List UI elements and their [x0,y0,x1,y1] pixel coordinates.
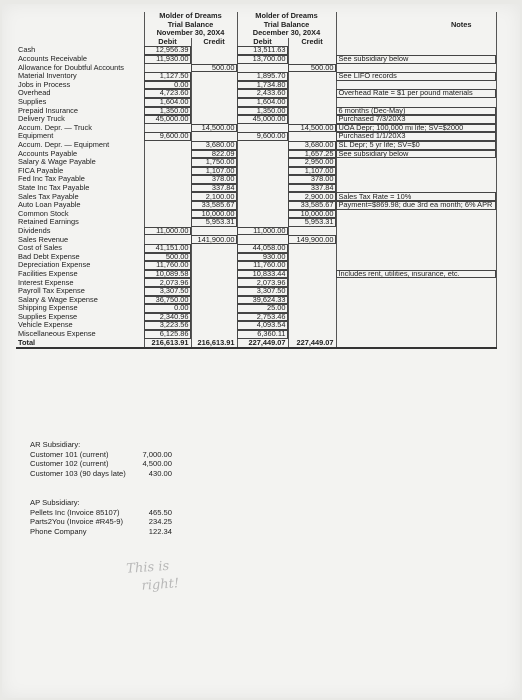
note-cell [336,167,496,176]
dec-credit-cell: 10,000.00 [288,210,336,219]
account-row [16,270,496,279]
account-row [16,304,496,313]
note-cell [336,304,496,313]
nov-credit-cell [191,296,237,305]
nov-debit-cell [144,184,191,193]
account-row [16,330,496,339]
nov-debit-cell: 11,000.00 [144,227,191,236]
dec-debit-cell [237,175,288,184]
dec-credit-cell [288,330,336,339]
ar-item [30,459,172,469]
nov-debit-cell: 36,750.00 [144,296,191,305]
dec-debit-cell: 45,000.00 [237,115,288,124]
dec-credit-cell [288,278,336,287]
nov-credit-cell [191,46,237,55]
nov-credit-cell [191,270,237,279]
account-row [16,124,496,133]
ar-item-value: 430.00 [148,468,172,478]
ar-item-label: Customer 101 (current) [30,449,109,459]
nov-credit-cell [191,287,237,296]
account-name: Dividends [18,226,51,235]
nov-credit-cell: 33,585.67 [191,201,237,210]
account-row [16,55,496,64]
nov-credit-cell [191,81,237,90]
ap-subsidiary-title: AP Subsidiary: [30,498,80,507]
note-cell: Payment=$869.98; due 3rd ea month; 6% APR [336,201,496,210]
note-cell: 6 months (Dec-May) [336,107,496,116]
dec-credit-cell [288,89,336,98]
account-row [16,167,496,176]
account-row [16,89,496,98]
ar-item-value: 7,000.00 [142,449,172,459]
note-cell: See subsidiary below [336,150,496,159]
nov-credit-cell: 3,680.00 [191,141,237,150]
dec-credit-cell [288,55,336,64]
dec-credit-cell [288,270,336,279]
dec-debit-cell [237,158,288,167]
account-row [16,261,496,270]
nov-debit-cell [144,124,191,133]
note-cell [336,287,496,296]
nov-credit-cell [191,244,237,253]
dec-credit-cell [288,244,336,253]
dec-debit-cell [237,124,288,133]
note-cell: See LIFO records [336,72,496,81]
nov-credit-total: 216,613.91 [191,339,237,349]
account-name: Cash [18,46,36,55]
blank-header [16,12,144,21]
dec-company: Molder of Dreams [237,12,336,21]
nov-debit-cell: 3,223.56 [144,321,191,330]
nov-debit-cell [144,192,191,201]
nov-debit-header: Debit [144,38,191,47]
account-row [16,158,496,167]
account-name: Material Inventory [18,72,77,81]
ar-subsidiary-title: AR Subsidiary: [30,440,81,449]
nov-debit-cell: 1,350.00 [144,107,191,116]
note-cell [336,296,496,305]
nov-date: November 30, 20X4 [144,29,237,38]
ap-item-label: Parts2You (Invoice #R45-9) [30,517,124,527]
dec-credit-cell [288,46,336,55]
account-row [16,141,496,150]
dec-credit-cell: 33,585.67 [288,201,336,210]
account-name: Vehicle Expense [18,321,73,330]
dec-credit-cell: 2,900.00 [288,192,336,201]
account-row [16,296,496,305]
nov-debit-cell: 500.00 [144,253,191,262]
ap-item-label: Pellets Inc (Invoice 85107) [30,507,120,517]
dec-debit-cell [237,184,288,193]
account-name: Salary & Wage Payable [18,158,96,167]
note-cell [336,158,496,167]
nov-credit-cell [191,321,237,330]
dec-debit-cell: 2,073.96 [237,278,288,287]
dec-debit-cell: 25.00 [237,304,288,313]
note-cell [336,46,496,55]
dec-credit-cell: 5,953.31 [288,218,336,227]
dec-credit-cell [288,107,336,116]
account-name: Common Stock [18,209,69,218]
dec-debit-cell [237,64,288,73]
note-cell [336,184,496,193]
dec-credit-cell [288,287,336,296]
dec-credit-cell [288,115,336,124]
nov-debit-cell: 11,930.00 [144,55,191,64]
dec-credit-total: 227,449.07 [288,339,336,349]
nov-company: Molder of Dreams [144,12,237,21]
nov-debit-cell [144,218,191,227]
note-cell: Sales Tax Rate = 10% [336,192,496,201]
account-row [16,175,496,184]
nov-credit-cell [191,72,237,81]
note-cell [336,253,496,262]
dec-debit-cell: 3,307.50 [237,287,288,296]
account-name: Supplies [18,97,47,107]
ap-item-value: 234.25 [148,517,172,527]
account-name: Shipping Expense [18,304,78,313]
dec-credit-cell: 337.84 [288,184,336,193]
nov-debit-cell [144,64,191,73]
dec-credit-header: Credit [288,38,336,47]
dec-credit-cell [288,81,336,90]
nov-debit-cell: 10,089.58 [144,270,191,279]
nov-debit-cell: 1,127.50 [144,72,191,81]
dec-debit-cell [237,235,288,244]
account-row [16,107,496,116]
note-cell [336,64,496,73]
nov-credit-cell: 500.00 [191,64,237,73]
total-label: Total [16,339,144,349]
dec-debit-cell: 9,600.00 [237,132,288,141]
nov-debit-cell: 1,604.00 [144,98,191,107]
nov-credit-cell: 337.84 [191,184,237,193]
nov-credit-cell [191,132,237,141]
dec-debit-cell: 13,700.00 [237,55,288,64]
account-row [16,72,496,81]
nov-debit-cell: 11,760.00 [144,261,191,270]
nov-debit-cell [144,210,191,219]
account-name: Prepaid Insurance [18,106,78,115]
nov-credit-cell [191,107,237,116]
ar-item [30,450,172,460]
dec-debit-cell [237,150,288,159]
dec-debit-cell [237,218,288,227]
nov-debit-cell: 41,151.00 [144,244,191,253]
note-cell: UOA Depr; 100,000 mi life; SV=$2000 [336,124,496,133]
dec-credit-cell: 378.00 [288,175,336,184]
nov-credit-cell: 378.00 [191,175,237,184]
dec-debit-cell: 6,360.11 [237,330,288,339]
account-row [16,253,496,262]
note-cell: Purchased 7/3/20X3 [336,115,496,124]
account-name: Equipment [18,132,54,141]
account-name: Auto Loan Payable [18,201,81,210]
dec-debit-cell: 1,604.00 [237,98,288,107]
nov-credit-cell [191,278,237,287]
dec-debit-cell: 11,000.00 [237,227,288,236]
ar-item-label: Customer 103 (90 days late) [30,468,126,478]
nov-credit-cell [191,253,237,262]
trial-balance-worksheet [16,12,497,349]
account-name: Retained Earnings [18,218,79,227]
nov-credit-cell [191,313,237,322]
nov-debit-cell: 0.00 [144,304,191,313]
account-row [16,201,496,210]
ap-item [30,517,172,527]
note-cell [336,313,496,322]
dec-credit-cell: 1,107.00 [288,167,336,176]
account-name: Overhead [18,89,51,98]
nov-debit-cell: 2,340.96 [144,313,191,322]
account-name: Salary & Wage Expense [18,295,98,304]
account-row [16,235,496,244]
dec-credit-cell: 2,950.00 [288,158,336,167]
account-name: Fed Inc Tax Payable [18,175,85,184]
ar-item-value: 4,500.00 [142,459,172,469]
ar-item [30,469,172,479]
dec-debit-cell [237,210,288,219]
note-cell: Overhead Rate = $1 per pound materials [336,89,496,98]
note-cell [336,81,496,90]
account-row [16,64,496,73]
account-row [16,184,496,193]
nov-debit-cell [144,235,191,244]
account-row [16,321,496,330]
account-name: State Inc Tax Payable [18,183,90,192]
note-cell [336,175,496,184]
ar-item-label: Customer 102 (current) [30,459,109,469]
nov-debit-cell [144,150,191,159]
dec-debit-cell: 39,624.33 [237,296,288,305]
note-cell [336,98,496,107]
nov-credit-cell: 822.09 [191,150,237,159]
dec-debit-cell: 10,833.44 [237,270,288,279]
nov-credit-cell: 2,100.00 [191,192,237,201]
nov-debit-cell: 45,000.00 [144,115,191,124]
nov-credit-cell [191,304,237,313]
dec-debit-cell: 930.00 [237,253,288,262]
nov-debit-cell: 6,125.86 [144,330,191,339]
account-row [16,115,496,124]
dec-debit-cell: 13,511.63 [237,46,288,55]
nov-debit-cell: 3,307.50 [144,287,191,296]
dec-debit-total: 227,449.07 [237,339,288,349]
dec-debit-cell: 2,753.46 [237,313,288,322]
ap-item-value: 122.34 [148,526,172,536]
nov-credit-cell: 141,900.00 [191,235,237,244]
handwritten-line-2: right! [141,576,180,594]
account-row [16,192,496,201]
note-cell: See subsidiary below [336,55,496,64]
nov-debit-cell: 4,723.60 [144,89,191,98]
note-cell [336,244,496,253]
nov-credit-cell [191,89,237,98]
note-cell [336,218,496,227]
account-name: Accum. Depr. — Truck [18,123,92,132]
dec-credit-cell: 1,657.25 [288,150,336,159]
nov-credit-cell [191,261,237,270]
account-row [16,132,496,141]
dec-debit-cell: 4,093.54 [237,321,288,330]
account-row [16,278,496,287]
nov-debit-cell [144,141,191,150]
total-row [16,339,496,349]
account-row [16,46,496,55]
nov-credit-cell [191,115,237,124]
dec-title: Trial Balance [237,21,336,30]
dec-debit-header: Debit [237,38,288,47]
note-cell [336,227,496,236]
note-cell [336,235,496,244]
note-cell: SL Depr; 5 yr life; SV=$0 [336,141,496,150]
nov-credit-cell [191,55,237,64]
nov-debit-cell [144,175,191,184]
account-name: Jobs in Process [18,80,71,89]
dec-debit-cell: 11,760.00 [237,261,288,270]
account-name: Interest Expense [18,278,74,287]
account-name: Allowance for Doubtful Accounts [18,63,124,72]
nov-debit-cell: 2,073.96 [144,278,191,287]
dec-credit-cell: 500.00 [288,64,336,73]
nov-debit-cell [144,201,191,210]
dec-credit-cell [288,98,336,107]
account-row [16,98,496,107]
handwritten-line-1: This is [125,558,170,577]
account-name: Facilities Expense [18,269,78,278]
account-row [16,218,496,227]
nov-credit-cell: 1,107.00 [191,167,237,176]
account-name: Accounts Receivable [18,54,88,64]
dec-credit-cell [288,132,336,141]
dec-credit-cell: 149,900.00 [288,235,336,244]
dec-credit-cell [288,321,336,330]
account-row [16,227,496,236]
dec-date: December 30, 20X4 [237,29,336,38]
ap-item [30,527,172,537]
account-name: Accum. Depr. — Equipment [18,140,110,149]
notes-header: Notes [336,21,496,30]
nov-debit-cell: 0.00 [144,81,191,90]
dec-credit-cell [288,296,336,305]
account-name: Bad Debt Expense [18,252,80,261]
dec-debit-cell: 1,734.80 [237,81,288,90]
account-row [16,287,496,296]
account-row [16,81,496,90]
nov-credit-cell: 1,750.00 [191,158,237,167]
note-cell [336,210,496,219]
dec-debit-cell: 1,350.00 [237,107,288,116]
note-cell [336,278,496,287]
ar-subsidiary [30,440,172,478]
paper-sheet [2,4,520,698]
nov-credit-cell: 5,953.31 [191,218,237,227]
account-name: Miscellaneous Expense [18,329,96,339]
dec-credit-cell [288,261,336,270]
account-name: Depreciation Expense [18,261,91,270]
account-row [16,244,496,253]
note-cell [336,330,496,339]
dec-credit-cell [288,313,336,322]
dec-credit-cell [288,253,336,262]
ap-item [30,508,172,518]
note-cell: Includes rent, utilities, insurance, etc. [336,270,496,279]
account-name: Accounts Payable [18,149,78,158]
nov-debit-total: 216,613.91 [144,339,191,349]
dec-credit-cell [288,304,336,313]
nov-credit-cell [191,330,237,339]
handwritten-note [126,557,180,597]
ap-item-value: 465.50 [148,507,172,517]
nov-debit-cell [144,158,191,167]
dec-credit-cell: 14,500.00 [288,124,336,133]
dec-debit-cell [237,201,288,210]
note-cell [336,261,496,270]
account-name: Sales Revenue [18,235,69,244]
account-name: Payroll Tax Expense [18,287,85,296]
note-cell: Purchased 1/1/20X3 [336,132,496,141]
dec-debit-cell: 2,433.60 [237,89,288,98]
nov-credit-cell: 14,500.00 [191,124,237,133]
account-name: FICA Payable [18,166,64,175]
nov-credit-header: Credit [191,38,237,47]
dec-debit-cell [237,192,288,201]
nov-debit-cell: 12,956.39 [144,46,191,55]
dec-credit-cell [288,227,336,236]
account-row [16,313,496,322]
account-name: Delivery Truck [18,115,65,124]
nov-title: Trial Balance [144,21,237,30]
nov-debit-cell [144,167,191,176]
dec-debit-cell: 44,058.00 [237,244,288,253]
dec-debit-cell [237,167,288,176]
account-name: Sales Tax Payable [18,192,79,201]
account-row [16,210,496,219]
account-row [16,150,496,159]
account-name: Cost of Sales [18,244,62,253]
account-name: Supplies Expense [18,312,78,321]
note-cell [336,321,496,330]
dec-credit-cell [288,72,336,81]
ap-subsidiary [30,498,172,536]
nov-credit-cell: 10,000.00 [191,210,237,219]
dec-credit-cell: 3,680.00 [288,141,336,150]
nov-credit-cell [191,227,237,236]
nov-credit-cell [191,98,237,107]
ap-item-label: Phone Company [30,526,87,536]
nov-debit-cell: 9,600.00 [144,132,191,141]
dec-debit-cell: 1,895.70 [237,72,288,81]
dec-debit-cell [237,141,288,150]
